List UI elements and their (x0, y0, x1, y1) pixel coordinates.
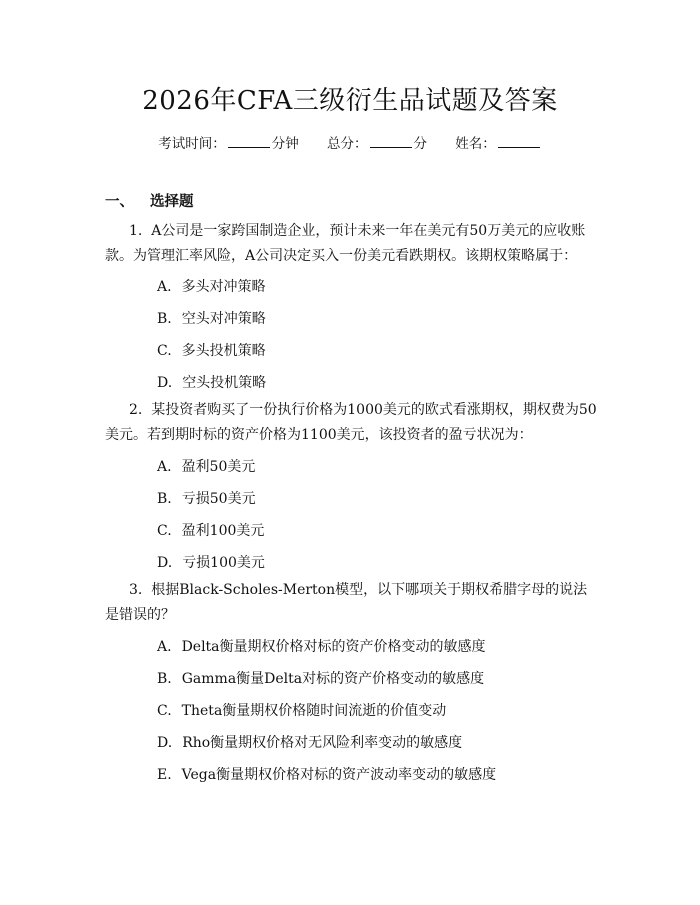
option-1b: B. 空头对冲策略 (157, 311, 266, 327)
question-text: 根据Black-Scholes-Merton模型，以下哪项关于期权希腊字母的说法是错误的？ (105, 582, 588, 623)
exam-time-label: 考试时间： (158, 136, 226, 152)
exam-time-unit: 分钟 (271, 136, 299, 152)
question-number: 1. (129, 223, 143, 239)
option-2c: C. 盈利100美元 (157, 523, 265, 539)
exam-info-line (0, 132, 700, 152)
option-1c: C. 多头投机策略 (157, 343, 266, 359)
exam-time-field (158, 132, 299, 152)
section-number: 一、 (105, 193, 134, 210)
total-score-label: 总分： (327, 136, 368, 152)
total-score-field (327, 132, 427, 152)
question-text: A公司是一家跨国制造企业，预计未来一年在美元有50万美元的应收账款。为管理汇率风险，A公司决定买入一份美元看跌期权。该期权策略属于： (105, 223, 586, 264)
option-3c: C. Theta衡量期权价格随时间流逝的价值变动 (157, 703, 447, 719)
option-2b: B. 亏损50美元 (157, 491, 256, 507)
option-3e: E. Vega衡量期权价格对标的资产波动率变动的敏感度 (157, 767, 497, 783)
total-score-unit: 分 (413, 136, 427, 152)
option-2d: D. 亏损100美元 (157, 555, 265, 571)
option-1d: D. 空头投机策略 (157, 375, 267, 391)
name-label: 姓名： (455, 136, 496, 152)
total-score-blank (370, 135, 412, 148)
option-3d: D. Rho衡量期权价格对无风险利率变动的敏感度 (157, 735, 463, 751)
question-number: 3. (129, 582, 143, 598)
option-1a: A. 多头对冲策略 (157, 279, 266, 295)
question-2 (105, 398, 601, 448)
question-3 (105, 578, 601, 628)
option-3a: A. Delta衡量期权价格对标的资产价格变动的敏感度 (157, 639, 486, 655)
name-field (455, 132, 542, 152)
question-text: 某投资者购买了一份执行价格为1000美元的欧式看涨期权，期权费为50美元。若到期时标的资产价格为1100美元，该投资者的盈亏状况为： (105, 402, 597, 443)
question-1 (105, 219, 601, 269)
section-heading (105, 190, 194, 211)
exam-time-blank (228, 135, 270, 148)
name-blank (498, 135, 540, 148)
question-number: 2. (129, 402, 143, 418)
document-title: 2026年CFA三级衍生品试题及答案 (142, 86, 558, 116)
section-title: 选择题 (150, 193, 194, 210)
option-2a: A. 盈利50美元 (157, 459, 256, 475)
option-3b: B. Gamma衡量Delta对标的资产价格变动的敏感度 (157, 671, 485, 687)
